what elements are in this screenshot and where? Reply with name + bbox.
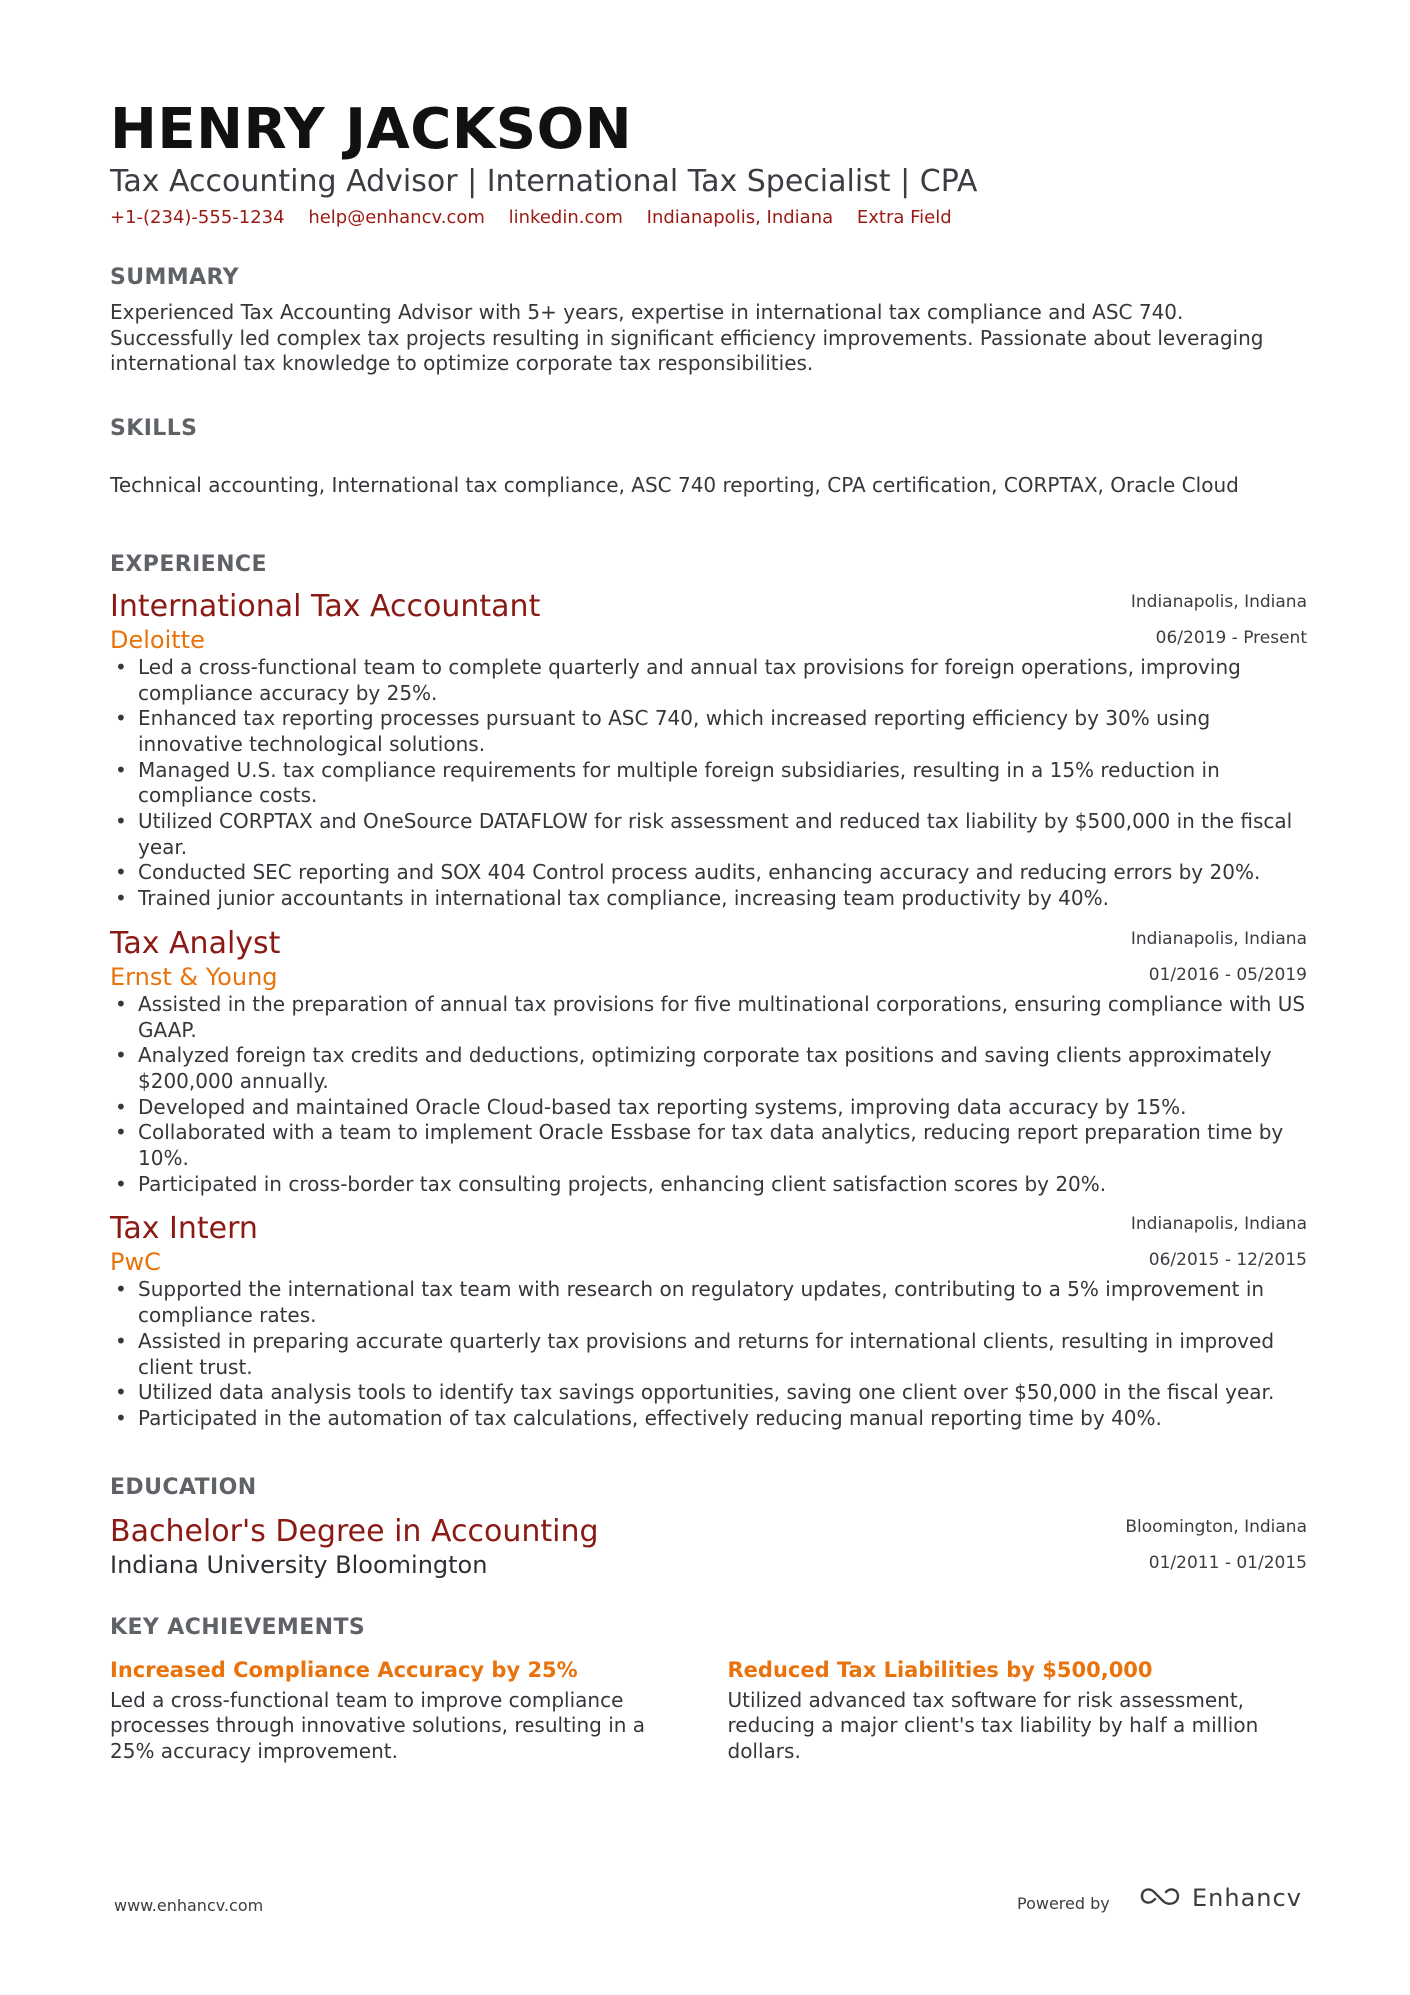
school-name: Indiana University Bloomington: [110, 1550, 488, 1579]
job-bullet: • Supported the international tax team with research on regulatory updates, contributing to a 5% improvement in compliance rates.: [110, 1277, 1307, 1328]
job-entry: [110, 926, 1307, 1198]
job-company: PwC: [110, 1248, 161, 1277]
education-dates: 01/2011 - 01/2015: [1148, 1552, 1307, 1573]
job-bullet: • Analyzed foreign tax credits and deductions, optimizing corporate tax positions and saving clients approximately $200,000 annually.: [110, 1043, 1307, 1094]
skills-title: SKILLS: [110, 416, 198, 442]
job-dates: 06/2015 - 12/2015: [1148, 1250, 1307, 1271]
job-bullet: • Enhanced tax reporting processes pursuant to ASC 740, which increased reporting efficiency by 30% using innovative technological solutions.: [110, 706, 1307, 757]
achievement-text: Led a cross-functional team to improve compliance processes through innovative solutions, resulting in a 25% accuracy improvement.: [110, 1687, 646, 1764]
job-title: International Tax Accountant: [110, 588, 541, 624]
job-bullet: • Utilized data analysis tools to identify tax savings opportunities, saving one client over $50,000 in the fiscal year.: [110, 1380, 1307, 1406]
contact-location: Indianapolis, Indiana: [646, 207, 834, 228]
achievements-grid: [110, 1656, 1307, 1765]
summary-section: [110, 264, 1307, 377]
job-location: Indianapolis, Indiana: [1130, 1214, 1307, 1235]
job-bullets: [110, 1277, 1307, 1431]
job-bullet: • Assisted in preparing accurate quarterly tax provisions and returns for international clients, resulting in improved client trust.: [110, 1329, 1307, 1380]
job-bullet: • Participated in cross-border tax consulting projects, enhancing client satisfaction scores by 20%.: [110, 1172, 1307, 1198]
job-bullets: [110, 655, 1307, 912]
achievement-item: [728, 1656, 1308, 1765]
job-header: [110, 589, 1307, 655]
summary-text: Experienced Tax Accounting Advisor with 5+ years, expertise in international tax compliance and ASC 740. Successfully led complex tax projects resulting in significant efficiency improvements. Passionate about leveraging international tax knowledge to optimize corporate tax responsibilities.: [110, 300, 1264, 376]
job-location: Indianapolis, Indiana: [1130, 591, 1307, 612]
contact-bar: [110, 206, 1307, 230]
achievement-item: [110, 1656, 690, 1765]
footer-powered-by: Powered by: [1017, 1894, 1110, 1913]
degree-title: Bachelor's Degree in Accounting: [110, 1513, 599, 1549]
footer-url[interactable]: www.enhancv.com: [114, 1896, 264, 1915]
education-section: [110, 1474, 1307, 1580]
footer-brand-name: Enhancv: [1192, 1884, 1302, 1912]
enhancv-logo-icon: [1138, 1884, 1182, 1912]
job-company: Ernst & Young: [110, 962, 278, 991]
job-bullet: • Developed and maintained Oracle Cloud-based tax reporting systems, improving data accuracy by 15%.: [110, 1095, 1307, 1121]
job-bullet: • Participated in the automation of tax calculations, effectively reducing manual reporting time by 40%.: [110, 1406, 1307, 1432]
job-bullets: [110, 992, 1307, 1198]
job-bullet: • Utilized CORPTAX and OneSource DATAFLOW for risk assessment and reduced tax liability by $500,000 in the fiscal year.: [110, 809, 1307, 860]
job-location: Indianapolis, Indiana: [1130, 928, 1307, 949]
skills-text: Technical accounting, International tax compliance, ASC 740 reporting, CPA certification, CORPTAX, Oracle Cloud: [110, 473, 1239, 498]
achievements-section: [110, 1614, 1307, 1765]
job-bullet: • Conducted SEC reporting and SOX 404 Control process audits, enhancing accuracy and reducing errors by 20%.: [110, 860, 1307, 886]
job-company: Deloitte: [110, 625, 205, 654]
job-title: Tax Analyst: [110, 925, 281, 961]
candidate-headline: Tax Accounting Advisor | International Tax Specialist | CPA: [110, 164, 978, 199]
job-bullet: • Led a cross-functional team to complete quarterly and annual tax provisions for foreign operations, improving compliance accuracy by 25%.: [110, 655, 1307, 706]
job-entry: [110, 589, 1307, 912]
job-bullet: • Managed U.S. tax compliance requirements for multiple foreign subsidiaries, resulting in a 15% reduction in compliance costs.: [110, 758, 1307, 809]
contact-phone[interactable]: +1-(234)-555-1234: [110, 207, 285, 228]
contact-email[interactable]: help@enhancv.com: [308, 207, 485, 228]
summary-title: SUMMARY: [110, 265, 239, 290]
job-dates: 01/2016 - 05/2019: [1148, 964, 1307, 985]
achievement-title: Reduced Tax Liabilities by $500,000: [727, 1657, 1153, 1682]
job-bullet: • Trained junior accountants in international tax compliance, increasing team productivity by 40%.: [110, 886, 1307, 912]
job-dates: 06/2019 - Present: [1155, 627, 1307, 648]
education-location: Bloomington, Indiana: [1125, 1516, 1307, 1537]
contact-linkedin[interactable]: linkedin.com: [508, 207, 623, 228]
experience-title: EXPERIENCE: [110, 551, 267, 577]
job-bullet: • Collaborated with a team to implement Oracle Essbase for tax data analytics, reducing report preparation time by 10%.: [110, 1120, 1307, 1171]
footer-brand[interactable]: [1138, 1884, 1302, 1912]
achievement-text: Utilized advanced tax software for risk assessment, reducing a major client's tax liability by half a million dollars.: [727, 1687, 1259, 1764]
job-title: Tax Intern: [110, 1211, 258, 1247]
education-title: EDUCATION: [110, 1474, 257, 1500]
contact-extra-field: Extra Field: [856, 207, 952, 228]
job-bullet: • Assisted in the preparation of annual tax provisions for five multinational corporations, ensuring compliance with US GAAP.: [110, 992, 1307, 1043]
achievement-title: Increased Compliance Accuracy by 25%: [110, 1657, 578, 1682]
job-entry: [110, 1211, 1307, 1431]
experience-section: [110, 551, 1307, 1432]
achievements-title: KEY ACHIEVEMENTS: [110, 1614, 366, 1640]
job-header: [110, 926, 1307, 992]
job-header: [110, 1211, 1307, 1277]
skills-section: [110, 415, 1307, 499]
education-entry: [110, 1514, 1307, 1580]
resume-page: [110, 98, 1307, 1765]
candidate-name: HENRY JACKSON: [110, 97, 633, 162]
